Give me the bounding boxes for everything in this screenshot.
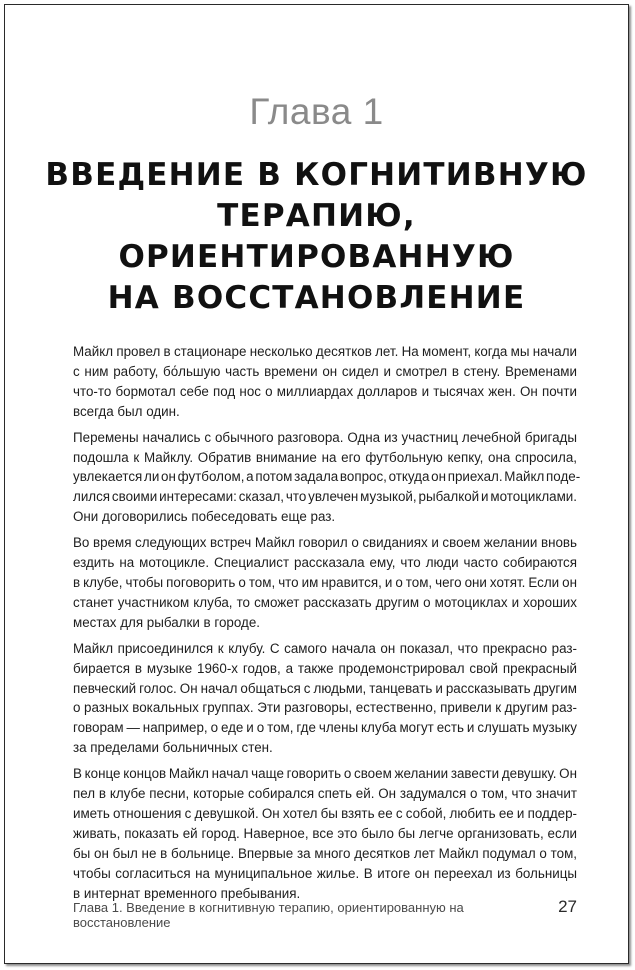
paragraph (73, 428, 581, 528)
text-line: подошла к Майклу. Обратив внимание на его футбольную кепку, она спросила, (73, 449, 577, 465)
text-line: Майкл провел в стационаре несколько десятков лет. На момент, когда мы начали (73, 344, 577, 359)
text-line: Во время следующих встреч Майкл говорил о свиданиях и своем желании вновь (73, 535, 577, 551)
text-line: Майкл присоединился к клубу. С самого начала он показал, что прекрасно раз- (73, 640, 577, 656)
page-footer (73, 897, 577, 930)
chapter-title-line: НА ВОССТАНОВЛЕНИЕ (107, 280, 526, 316)
text-line: В конце концов Майкл начал чаще говорить о своем желании завести девушку. Он (73, 766, 577, 782)
text-line: певческий голос. Он начал общаться с людьми, танцевать и рассказывать другим (73, 680, 577, 696)
text-line: местах для рыбалки в городе. (73, 614, 260, 630)
paragraph (73, 764, 577, 903)
chapter-title-line: ТЕРАПИЮ, ОРИЕНТИРОВАННУЮ (118, 198, 515, 275)
text-line: живать, показать ей город. Наверное, все это было бы легче организовать, если (73, 825, 577, 841)
text-line: иметь отношения с девушкой. Он хотел бы взять ее с собой, любить ее и поддер- (73, 805, 577, 821)
page-number: 27 (558, 897, 577, 916)
paragraph (73, 639, 577, 758)
text-line: за пределами больничных стен. (73, 740, 273, 756)
text-line: бирается в музыке 1960-х годов, а также продемонстрировал свой прекрасный (73, 660, 577, 676)
text-line: лился своими интересами: сказал, что увлечен музыкой, рыбалкой и мотоциклами. (73, 489, 577, 505)
text-line: бы он был не в больнице. Впервые за много десятков лет Майкл подумал о том, (73, 845, 577, 861)
text-line: в клубе, чтобы поговорить о том, что им нравится, и о том, чего они хотят. Если он (73, 574, 577, 590)
page (4, 4, 629, 964)
paragraph (73, 342, 577, 422)
text-line: в интернат временного пребывания. (73, 885, 301, 901)
running-head: Глава 1. Введение в когнитивную терапию, ориентированную на восстановление (73, 900, 464, 930)
chapter-title-line: ВВЕДЕНИЕ В КОГНИТИВНУЮ (45, 157, 588, 193)
text-line: увлекается ли он футболом, а потом задала вопрос, откуда он приехал. Майкл поде- (73, 469, 581, 485)
text-line: пел в клубе песни, которые собирался спеть ей. Он задумался о том, что значит (73, 786, 577, 802)
chapter-title (45, 155, 588, 319)
text-line: Перемены начались с обычного разговора. Одна из участниц лечебной бригады (73, 429, 577, 445)
text-line: Они договорились побеседовать еще раз. (73, 509, 336, 525)
text-line: говорам — например, о еде и о том, где члены клуба могут есть и слушать музыку (73, 720, 577, 736)
chapter-label: Глава 1 (249, 91, 384, 132)
text-line: станет участником клуба, то сможет рассказать другим о мотоциклах и хороших (73, 594, 577, 610)
paragraph (73, 533, 577, 633)
text-line: что-то бормотал себе под нос о миллиардах долларов и тысячах жен. Он почти (73, 383, 577, 399)
text-line: с ним работу, бо́льшую часть времени он сидел и смотрел в стену. Временами (73, 363, 577, 379)
body-text (73, 342, 581, 909)
text-line: чтобы согласиться на муниципальное жилье. В итоге он переехал из больницы (73, 865, 577, 881)
text-line: всегда был один. (73, 403, 180, 419)
text-line: о разных вокальных группах. Эти разговоры, естественно, привели к другим раз- (73, 700, 577, 716)
text-line: ездить на мотоцикле. Специалист рассказала ему, что люди часто собираются (73, 555, 577, 571)
